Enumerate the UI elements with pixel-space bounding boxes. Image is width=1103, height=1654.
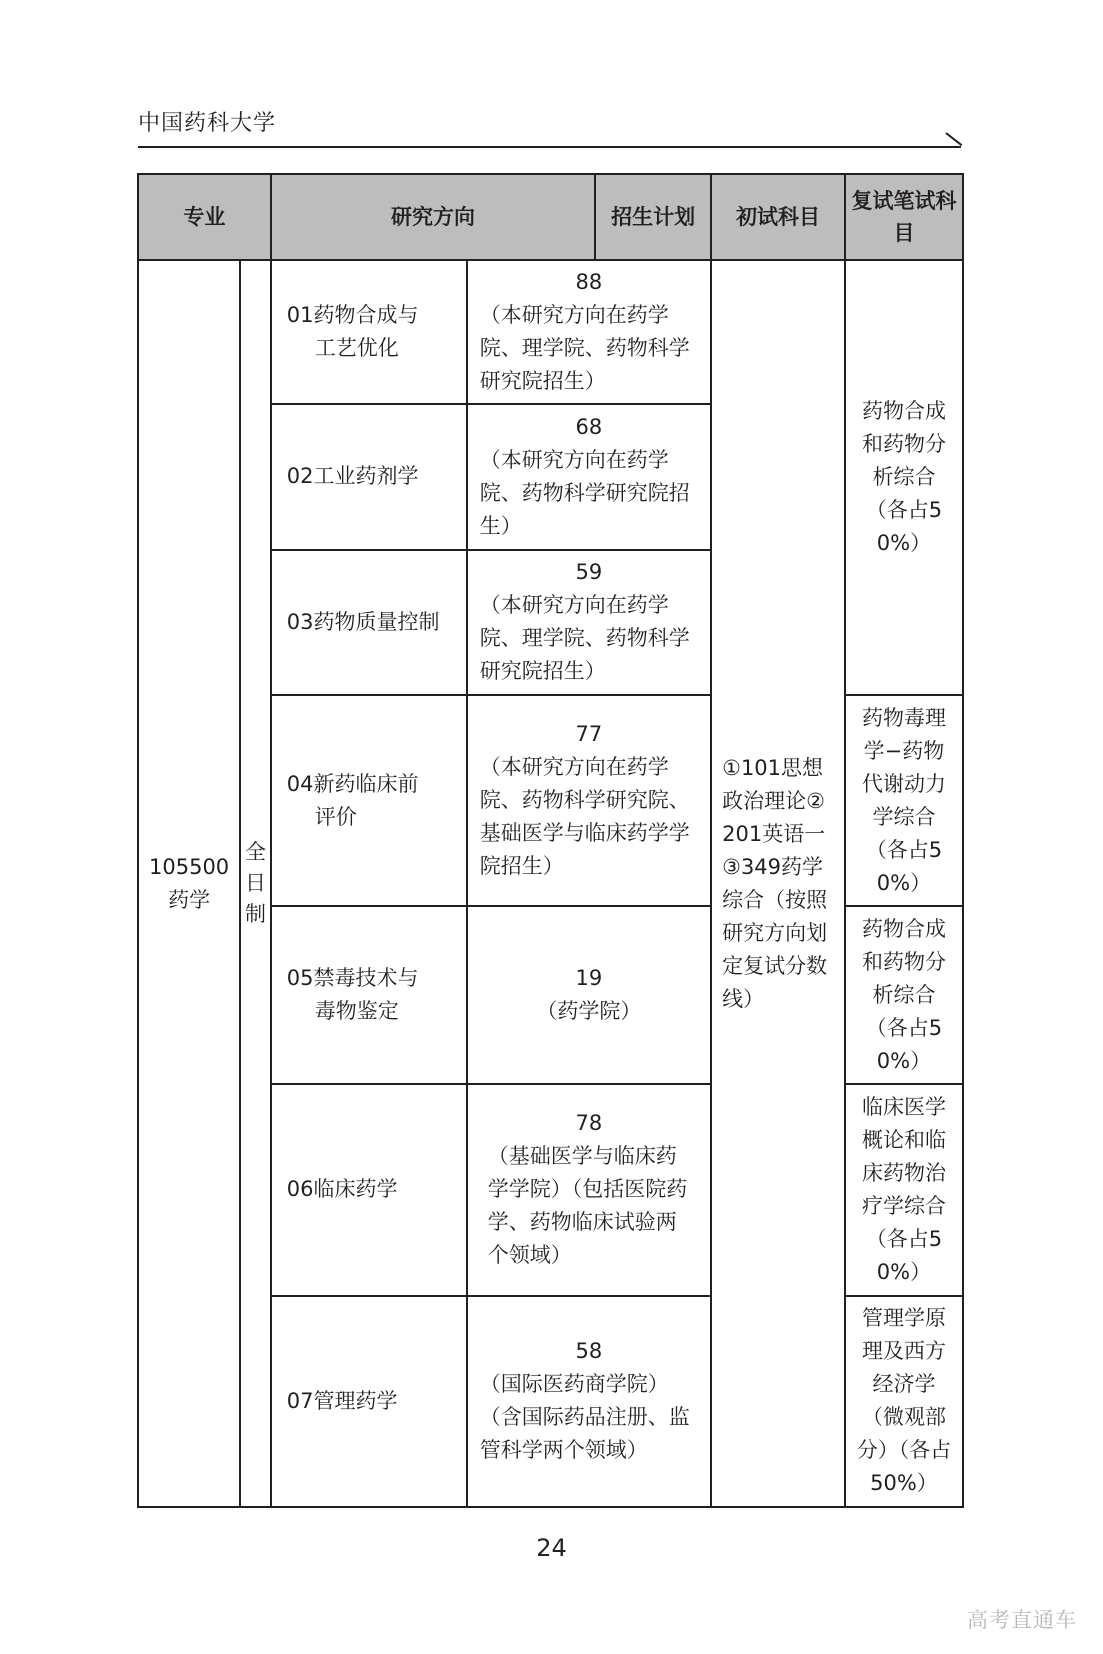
direction-name-cont: 工艺优化 <box>314 336 399 361</box>
page-number: 24 <box>536 1534 567 1562</box>
plan-cell <box>467 260 711 404</box>
retest-subjects: 药物合成和药物分析综合（各占50%） <box>861 916 946 1073</box>
major-name: 药学 <box>168 887 211 912</box>
header-exam: 初试科目 <box>711 174 845 260</box>
retest-cell <box>845 1084 963 1295</box>
direction-name: 03药物质量控制 <box>286 609 440 634</box>
retest-subjects: 管理学原理及西方经济学（微观部分）（各占50%） <box>856 1306 952 1496</box>
retest-cell <box>845 1296 963 1508</box>
plan-note: （本研究方向在药学院、理学院、药物科学研究院招生） <box>479 593 690 684</box>
plan-count: 88 <box>575 270 603 295</box>
retest-subjects: 临床医学概论和临床药物治疗学综合（各占50%） <box>861 1094 946 1284</box>
direction-cell <box>271 695 467 906</box>
major-cell <box>138 260 240 1507</box>
plan-cell <box>467 1296 711 1508</box>
plan-note: （药学院） <box>536 999 642 1024</box>
plan-note: （本研究方向在药学院、药物科学研究院、基础医学与临床药学学院招生） <box>479 755 690 878</box>
major-code: 105500 <box>149 854 230 879</box>
retest-subjects: 药物毒理学−药物代谢动力学综合（各占50%） <box>861 705 946 895</box>
header-major: 专业 <box>138 174 271 260</box>
plan-note: （本研究方向在药学院、药物科学研究院招生） <box>479 447 690 538</box>
plan-note: （国际医药商学院）（含国际药品注册、监管科学两个领域） <box>479 1372 690 1463</box>
plan-count: 77 <box>575 722 603 746</box>
direction-cell <box>271 1084 467 1295</box>
plan-note: （本研究方向在药学院、理学院、药物科学研究院招生） <box>479 303 690 394</box>
direction-name: 02工业药剂学 <box>286 464 419 489</box>
table-header-row <box>138 174 963 260</box>
header-rule-tick <box>945 132 962 146</box>
header-direction: 研究方向 <box>271 174 596 260</box>
watermark: 高考直通车 <box>967 1608 1077 1632</box>
direction-name: 06临床药学 <box>286 1177 398 1202</box>
plan-count: 19 <box>575 966 603 991</box>
plan-cell <box>467 1084 711 1295</box>
direction-name: 07管理药学 <box>286 1388 398 1413</box>
header-plan: 招生计划 <box>595 174 711 260</box>
plan-count: 78 <box>575 1111 603 1136</box>
plan-note: （基础医学与临床药学学院）（包括医院药学、药物临床试验两个领域） <box>487 1144 688 1268</box>
retest-cell <box>845 906 963 1084</box>
retest-cell <box>845 260 963 695</box>
plan-cell <box>467 906 711 1084</box>
direction-cell <box>271 404 467 549</box>
direction-name: 04新药临床前 <box>286 771 419 796</box>
plan-count: 68 <box>575 414 603 439</box>
retest-subjects: 药物合成和药物分析综合（各占50%） <box>861 399 946 556</box>
plan-cell <box>467 695 711 906</box>
table-row <box>138 260 963 404</box>
direction-name-cont: 评价 <box>314 804 357 829</box>
exam-subjects: ①101思想政治理论②201英语一③349药学综合（按照研究方向划定复试分数线） <box>722 755 828 1011</box>
plan-count: 59 <box>575 560 603 585</box>
direction-name: 01药物合成与 <box>286 303 419 328</box>
direction-cell <box>271 906 467 1084</box>
header-rule <box>138 146 961 148</box>
header-retest: 复试笔试科目 <box>845 174 963 260</box>
plan-cell <box>467 550 711 695</box>
direction-name-cont: 毒物鉴定 <box>314 999 399 1024</box>
study-mode-cell <box>240 260 271 1507</box>
admission-plan-table <box>137 173 964 1508</box>
direction-cell <box>271 550 467 695</box>
direction-name: 05禁毒技术与 <box>286 966 419 991</box>
retest-cell <box>845 695 963 906</box>
study-mode: 全日制 <box>244 839 266 926</box>
plan-count: 58 <box>575 1339 603 1364</box>
direction-cell <box>271 260 467 404</box>
direction-cell <box>271 1296 467 1508</box>
running-head: 中国药科大学 <box>138 111 277 136</box>
exam-subjects-cell <box>711 260 845 1507</box>
plan-cell <box>467 404 711 549</box>
